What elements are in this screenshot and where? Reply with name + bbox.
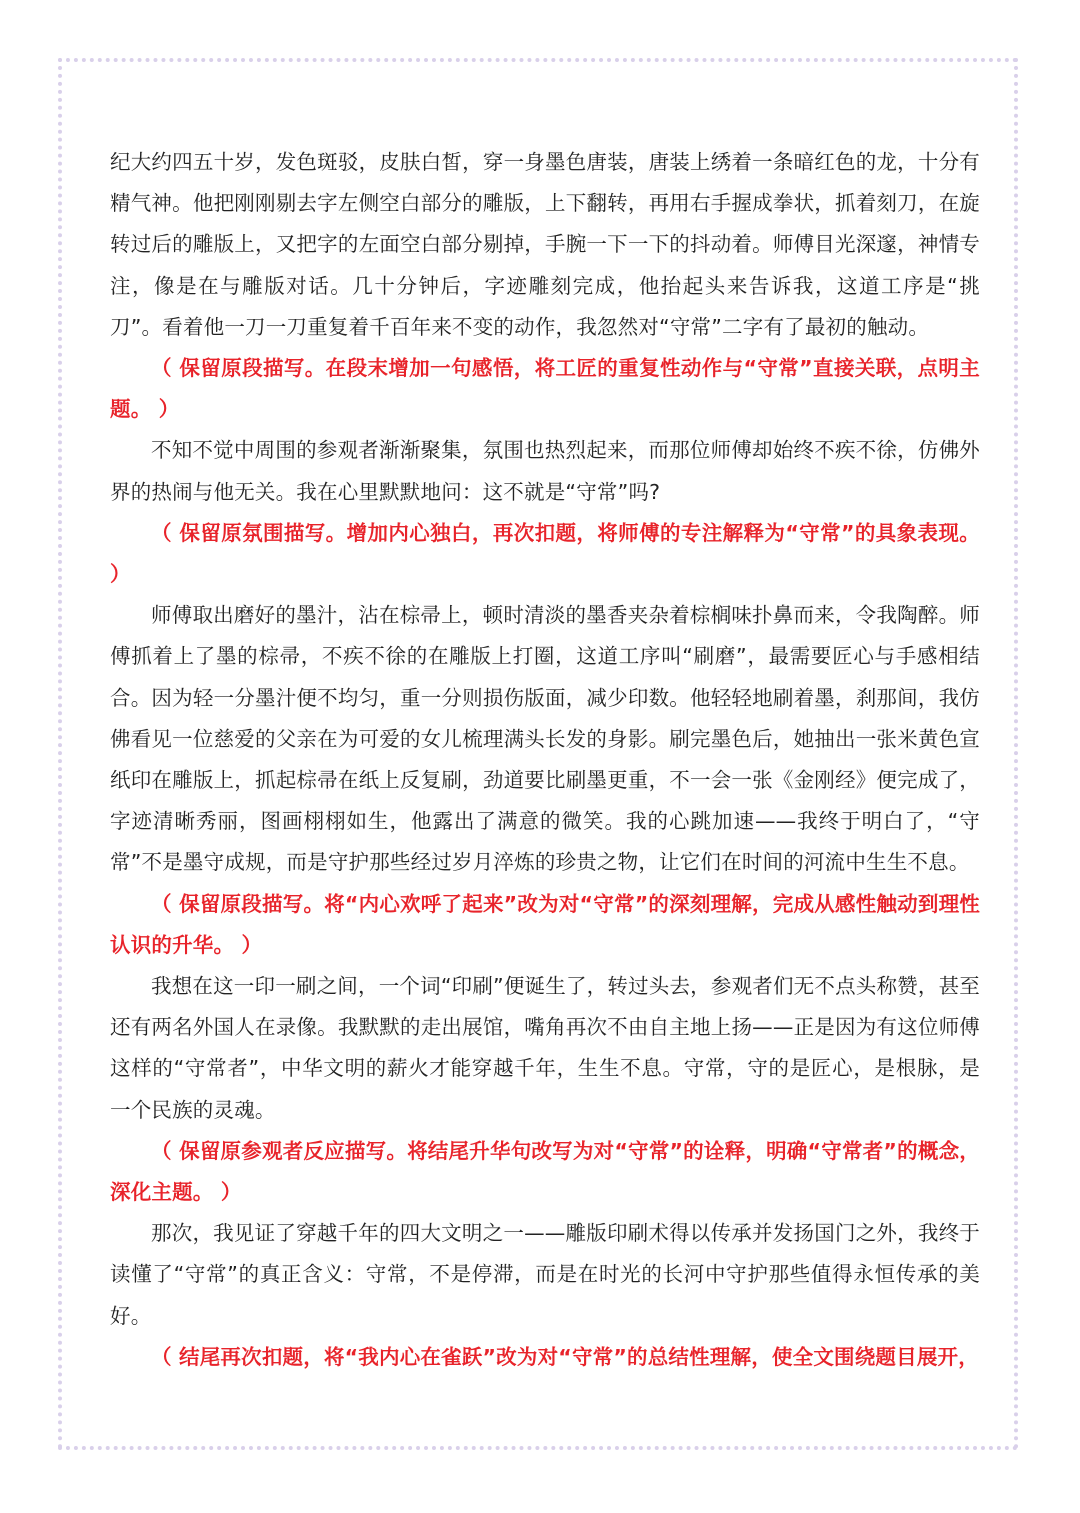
revision-note: （ 保留原参观者反应描写。将结尾升华句改写为对“守常”的诠释，明确“守常者”的概念，深化主题。 ）: [110, 1138, 980, 1205]
body-paragraph: 师傅取出磨好的墨汁，沾在棕帚上，顿时清淡的墨香夹杂着棕榈味扑鼻而来，令我陶醉。师傅抓着上了墨的棕帚，不疾不徐的在雕版上打圈，这道工序叫“刷磨”，最需要匠心与手感相结合。因为轻一分墨汁便不均匀，重一分则损伤版面，减少印数。他轻轻地刷着墨，刹那间，我仿佛看见一位慈爱的父亲在为可爱的女儿梳理满头长发的身影。刷完墨色后，她抽出一张米黄色宣纸印在雕版上，抓起棕帚在纸上反复刷，劲道要比刷墨更重，不一会一张《金刚经》便完成了，字迹清晰秀丽，图画栩栩如生，他露出了满意的微笑。我的心跳加速——我终于明白了，“守常”不是墨守成规，而是守护那些经过岁月淬炼的珍贵之物，让它们在时间的河流中生生不息。: [110, 603, 980, 875]
revision-note: （ 保留原氛围描写。增加内心独白，再次扣题，将师傅的专注解释为“守常”的具象表现。 ）: [110, 520, 980, 587]
body-paragraph: 那次，我见证了穿越千年的四大文明之一——雕版印刷术得以传承并发扬国门之外，我终于读懂了“守常”的真正含义：守常，不是停滞，而是在时光的长河中守护那些值得永恒传承的美好。: [110, 1221, 980, 1328]
revision-note: （ 结尾再次扣题，将“我内心在雀跃”改为对“守常”的总结性理解，使全文围绕题目展开，: [151, 1344, 979, 1369]
document-body: [110, 142, 980, 1378]
body-paragraph: 我想在这一印一刷之间，一个词“印刷”便诞生了，转过头去，参观者们无不点头称赞，甚至还有两名外国人在录像。我默默的走出展馆，嘴角再次不由自主地上扬——正是因为有这位师傅这样的“守常者”，中华文明的薪火才能穿越千年，生生不息。守常，守的是匠心，是根脉，是一个民族的灵魂。: [110, 974, 980, 1122]
revision-note: （ 保留原段描写。在段末增加一句感悟，将工匠的重复性动作与“守常”直接关联，点明主题。 ）: [110, 356, 980, 422]
body-paragraph: 纪大约四五十岁，发色斑驳，皮肤白皙，穿一身墨色唐装，唐装上绣着一条暗红色的龙，十分有精气神。他把刚刚剔去字左侧空白部分的雕版，上下翻转，再用右手握成拳状，抓着刻刀，在旋转过后的雕版上，又把字的左面空白部分剔掉，手腕一下一下的抖动着。师傅目光深邃，神情专注，像是在与雕版对话。几十分钟后，字迹雕刻完成，他抬起头来告诉我，这道工序是“挑刀”。看着他一刀一刀重复着千百年来不变的动作，我忽然对“守常”二字有了最初的触动。: [110, 150, 980, 339]
body-paragraph: 不知不觉中周围的参观者渐渐聚集，氛围也热烈起来，而那位师傅却始终不疾不徐，仿佛外界的热闹与他无关。我在心里默默地问：这不就是“守常”吗?: [110, 438, 980, 504]
revision-note: （ 保留原段描写。将“内心欢呼了起来”改为对“守常”的深刻理解，完成从感性触动到理性认识的升华。 ）: [110, 891, 980, 957]
